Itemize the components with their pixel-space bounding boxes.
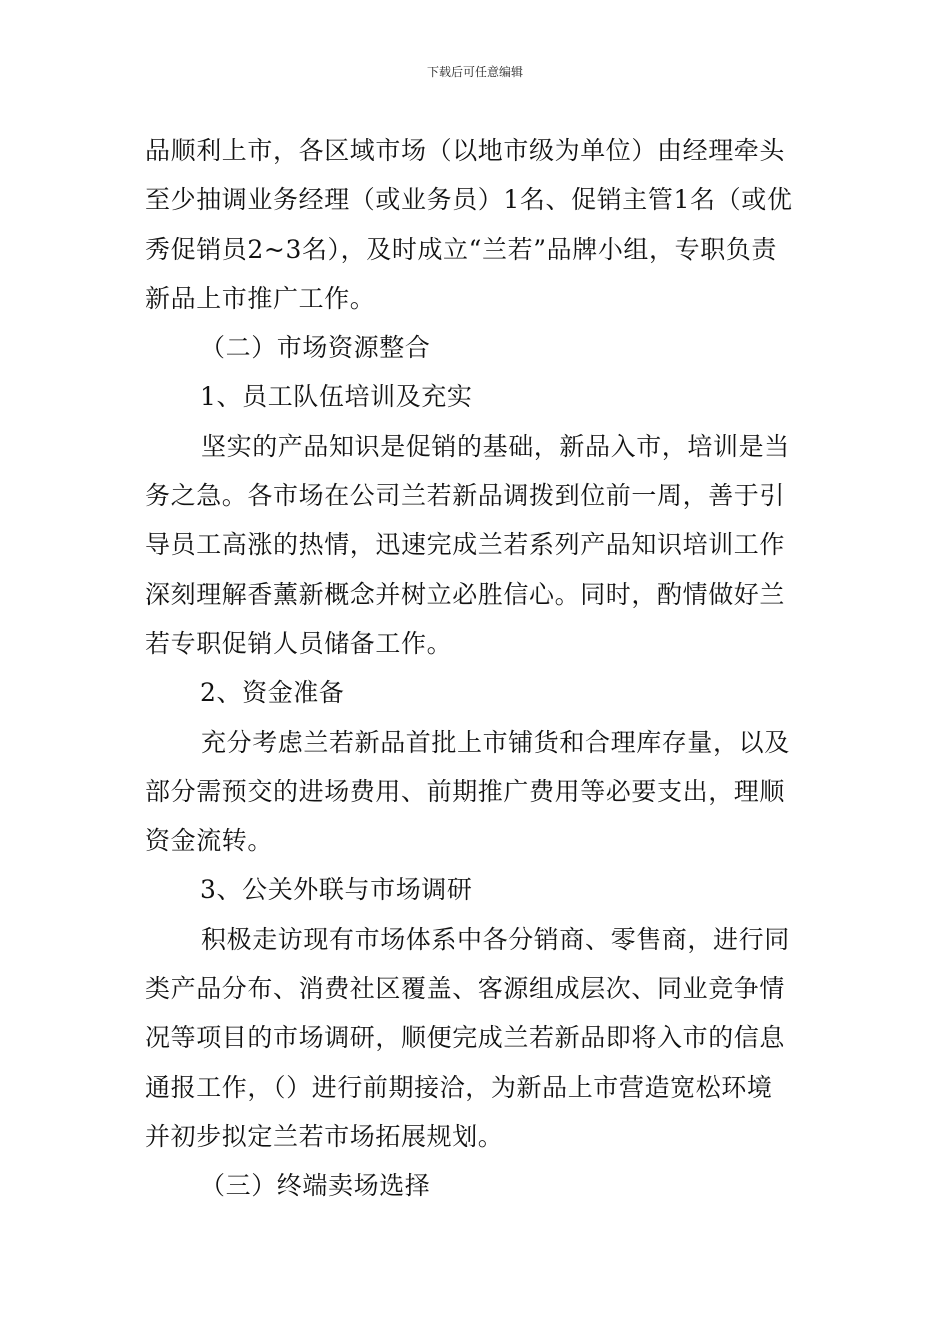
subsection-heading: 2、资金准备	[200, 678, 345, 708]
page-header: 下载后可任意编辑	[426, 65, 523, 79]
paragraph-first-line: 坚实的产品知识是促销的基础，新品入市，培训是当	[201, 431, 790, 461]
text-line: 务之急。各市场在公司兰若新品调拨到位前一周，善于引	[145, 481, 786, 511]
text-line: 部分需预交的进场费用、前期推广费用等必要支出，理顺	[145, 776, 786, 806]
text-line: 若专职促销人员储备工作。	[145, 628, 453, 658]
text-line: 新品上市推广工作。	[145, 283, 376, 313]
text-line: 并初步拟定兰若市场拓展规划。	[145, 1121, 504, 1151]
text-line: 至少抽调业务经理（或业务员）1名、促销主管1名（或优	[145, 185, 793, 215]
text-line: 品顺利上市，各区域市场（以地市级为单位）由经理牵头	[145, 136, 786, 165]
text-line: 秀促销员2~3名），及时成立“兰若”品牌小组，专职负责	[145, 234, 778, 264]
text-line: 类产品分布、消费社区覆盖、客源组成层次、同业竞争情	[145, 974, 786, 1004]
paragraph-first-line: 积极走访现有市场体系中各分销商、零售商，进行同	[201, 924, 790, 954]
text-line: 通报工作，（）进行前期接洽，为新品上市营造宽松环境	[145, 1072, 773, 1102]
subsection-heading: 3、公关外联与市场调研	[200, 875, 473, 905]
text-line: 导员工高涨的热情，迅速完成兰若系列产品知识培训工作	[145, 530, 786, 560]
document-body	[145, 126, 807, 1211]
text-line: 深刻理解香薰新概念并树立必胜信心。同时，酌情做好兰	[145, 579, 786, 609]
subsection-heading: 1、员工队伍培训及充实	[200, 382, 473, 412]
text-line: 况等项目的市场调研，顺便完成兰若新品即将入市的信息	[145, 1023, 786, 1053]
section-heading: （二）市场资源整合	[200, 333, 431, 363]
text-line: 资金流转。	[145, 826, 274, 856]
section-heading: （三）终端卖场选择	[200, 1171, 431, 1201]
paragraph-first-line: 充分考虑兰若新品首批上市铺货和合理库存量，以及	[201, 727, 790, 757]
